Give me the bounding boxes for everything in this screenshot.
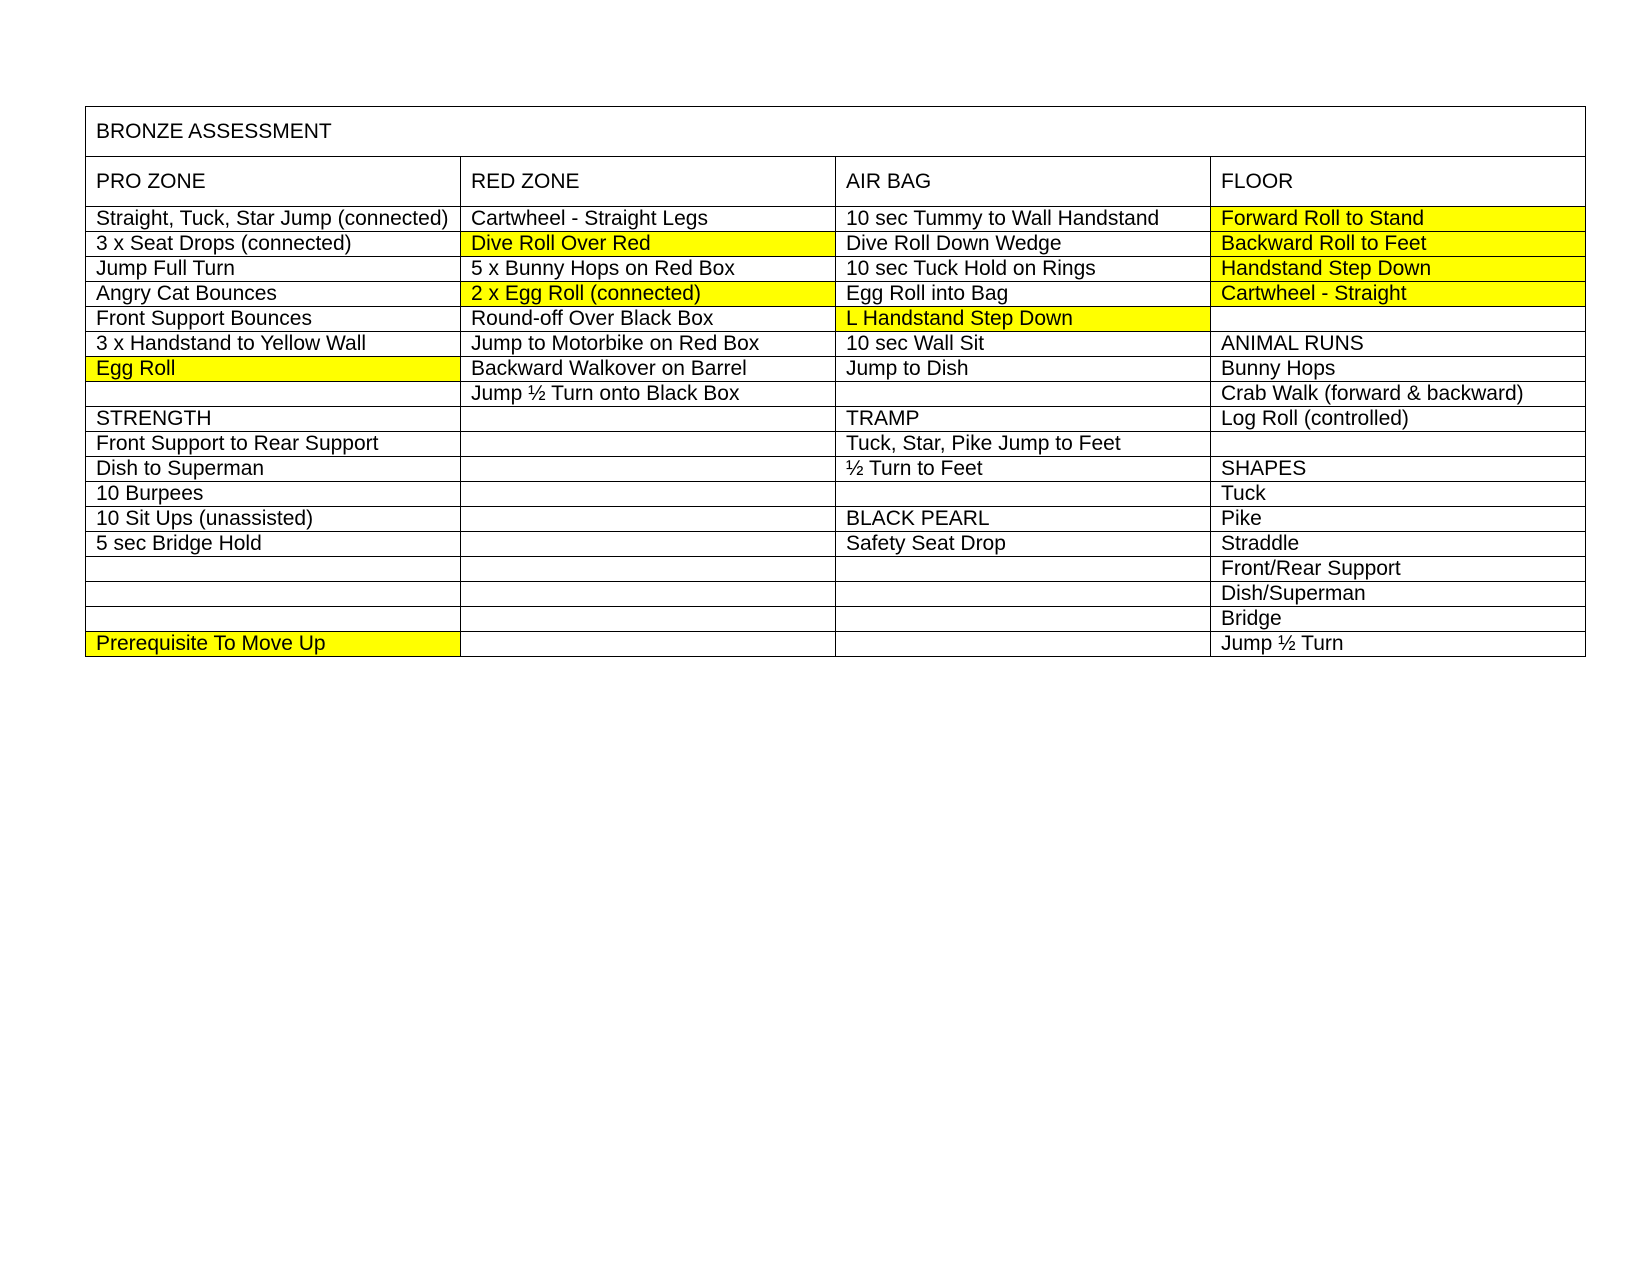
- cell-air-bag: [836, 482, 1211, 507]
- cell-red-zone: 2 x Egg Roll (connected): [461, 282, 836, 307]
- cell-red-zone: Backward Walkover on Barrel: [461, 357, 836, 382]
- cell-red-zone: Jump to Motorbike on Red Box: [461, 332, 836, 357]
- cell-red-zone: [461, 632, 836, 657]
- cell-air-bag: ½ Turn to Feet: [836, 457, 1211, 482]
- cell-air-bag: Safety Seat Drop: [836, 532, 1211, 557]
- cell-floor: Bunny Hops: [1211, 357, 1586, 382]
- cell-red-zone: [461, 482, 836, 507]
- cell-floor: Front/Rear Support: [1211, 557, 1586, 582]
- cell-floor: Crab Walk (forward & backward): [1211, 382, 1586, 407]
- cell-pro-zone: [86, 607, 461, 632]
- cell-air-bag: L Handstand Step Down: [836, 307, 1211, 332]
- cell-floor: [1211, 307, 1586, 332]
- column-header-pro-zone: PRO ZONE: [86, 157, 461, 207]
- cell-red-zone: [461, 582, 836, 607]
- cell-air-bag: Tuck, Star, Pike Jump to Feet: [836, 432, 1211, 457]
- cell-pro-zone: Front Support to Rear Support: [86, 432, 461, 457]
- cell-air-bag: [836, 607, 1211, 632]
- cell-red-zone: Jump ½ Turn onto Black Box: [461, 382, 836, 407]
- cell-air-bag: [836, 632, 1211, 657]
- cell-floor: Cartwheel - Straight: [1211, 282, 1586, 307]
- cell-pro-zone: 3 x Handstand to Yellow Wall: [86, 332, 461, 357]
- cell-air-bag: TRAMP: [836, 407, 1211, 432]
- cell-floor: SHAPES: [1211, 457, 1586, 482]
- cell-pro-zone: 5 sec Bridge Hold: [86, 532, 461, 557]
- cell-pro-zone: 10 Burpees: [86, 482, 461, 507]
- cell-floor: Tuck: [1211, 482, 1586, 507]
- title-row: [86, 107, 1586, 157]
- cell-air-bag: Dive Roll Down Wedge: [836, 232, 1211, 257]
- cell-floor: Dish/Superman: [1211, 582, 1586, 607]
- cell-pro-zone: Straight, Tuck, Star Jump (connected): [86, 207, 461, 232]
- table-title: BRONZE ASSESSMENT: [86, 107, 1586, 157]
- cell-red-zone: [461, 532, 836, 557]
- cell-pro-zone: Dish to Superman: [86, 457, 461, 482]
- cell-floor: Backward Roll to Feet: [1211, 232, 1586, 257]
- cell-pro-zone: 10 Sit Ups (unassisted): [86, 507, 461, 532]
- cell-pro-zone: Prerequisite To Move Up: [86, 632, 461, 657]
- cell-floor: Jump ½ Turn: [1211, 632, 1586, 657]
- cell-red-zone: [461, 607, 836, 632]
- cell-air-bag: [836, 582, 1211, 607]
- bronze-assessment-table: [85, 106, 1586, 657]
- cell-air-bag: Egg Roll into Bag: [836, 282, 1211, 307]
- cell-floor: Handstand Step Down: [1211, 257, 1586, 282]
- column-header-floor: FLOOR: [1211, 157, 1586, 207]
- cell-red-zone: [461, 557, 836, 582]
- cell-pro-zone: Front Support Bounces: [86, 307, 461, 332]
- column-header-red-zone: RED ZONE: [461, 157, 836, 207]
- cell-red-zone: [461, 507, 836, 532]
- cell-red-zone: 5 x Bunny Hops on Red Box: [461, 257, 836, 282]
- cell-pro-zone: STRENGTH: [86, 407, 461, 432]
- cell-floor: [1211, 432, 1586, 457]
- cell-air-bag: BLACK PEARL: [836, 507, 1211, 532]
- table-body: [86, 207, 1586, 657]
- cell-air-bag: 10 sec Tummy to Wall Handstand: [836, 207, 1211, 232]
- cell-floor: Pike: [1211, 507, 1586, 532]
- cell-air-bag: 10 sec Wall Sit: [836, 332, 1211, 357]
- cell-red-zone: [461, 432, 836, 457]
- cell-air-bag: [836, 382, 1211, 407]
- cell-floor: Straddle: [1211, 532, 1586, 557]
- column-header-air-bag: AIR BAG: [836, 157, 1211, 207]
- cell-red-zone: [461, 457, 836, 482]
- cell-pro-zone: 3 x Seat Drops (connected): [86, 232, 461, 257]
- cell-pro-zone: [86, 557, 461, 582]
- cell-floor: Bridge: [1211, 607, 1586, 632]
- cell-air-bag: Jump to Dish: [836, 357, 1211, 382]
- cell-red-zone: Dive Roll Over Red: [461, 232, 836, 257]
- cell-pro-zone: [86, 582, 461, 607]
- cell-pro-zone: [86, 382, 461, 407]
- cell-air-bag: [836, 557, 1211, 582]
- cell-floor: ANIMAL RUNS: [1211, 332, 1586, 357]
- cell-pro-zone: Jump Full Turn: [86, 257, 461, 282]
- cell-air-bag: 10 sec Tuck Hold on Rings: [836, 257, 1211, 282]
- cell-red-zone: [461, 407, 836, 432]
- cell-pro-zone: Egg Roll: [86, 357, 461, 382]
- cell-pro-zone: Angry Cat Bounces: [86, 282, 461, 307]
- cell-red-zone: Round-off Over Black Box: [461, 307, 836, 332]
- cell-floor: Forward Roll to Stand: [1211, 207, 1586, 232]
- column-header-row: [86, 157, 1586, 207]
- cell-red-zone: Cartwheel - Straight Legs: [461, 207, 836, 232]
- cell-floor: Log Roll (controlled): [1211, 407, 1586, 432]
